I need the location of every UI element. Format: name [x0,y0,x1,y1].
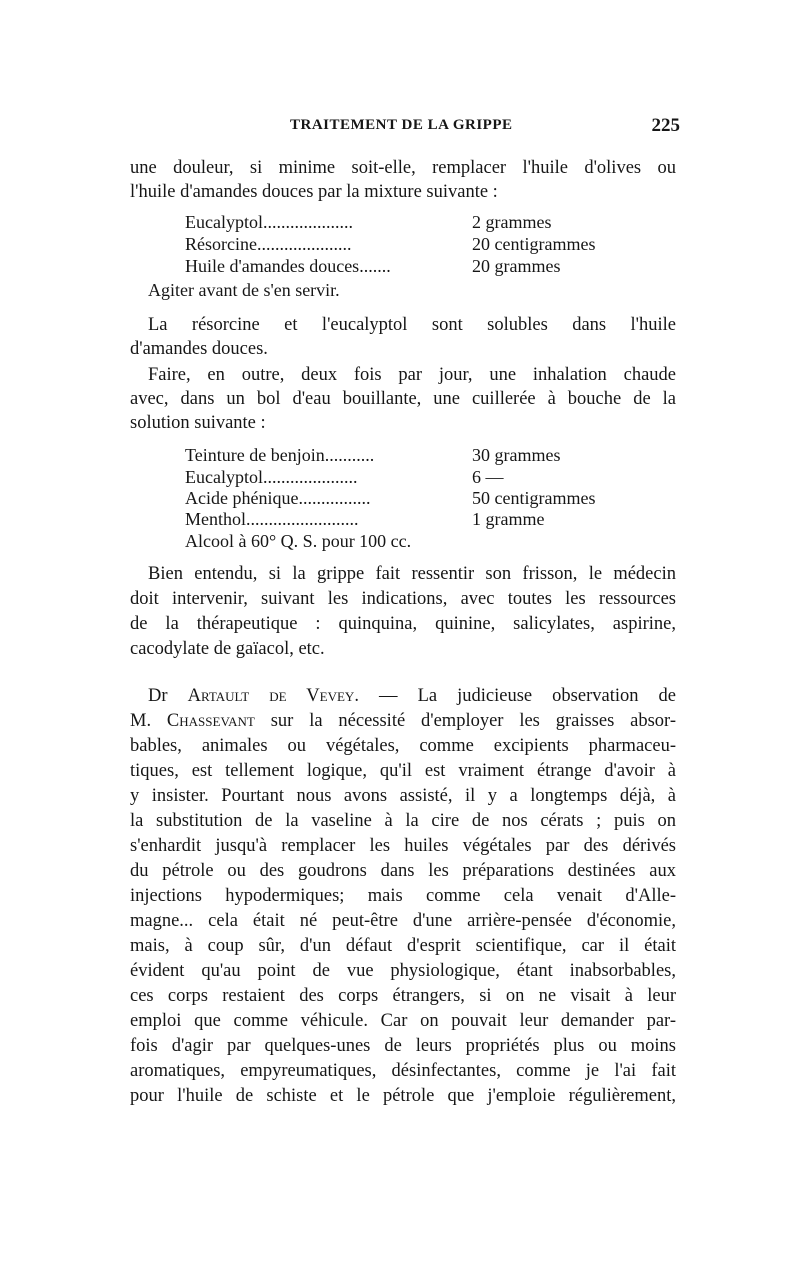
text-line: Faire, en outre, deux fois par jour, une inhalation chaude [148,365,676,385]
text-line: de la thérapeutique : quinquina, quinine, salicylates, aspirine, [130,614,676,634]
text-line: bables, animales ou végétales, comme excipients pharmaceu- [130,736,676,756]
formula-ingredient: Menthol......................... [185,509,359,529]
formula-note: Alcool à 60° Q. S. pour 100 cc. [185,531,412,551]
formula-ingredient: Acide phénique................ [185,488,371,508]
formula-amount: 20 centigrammes [472,234,596,254]
text-line: fois d'agir par quelques-unes de leurs propriétés plus ou moins [130,1036,676,1056]
formula-ingredient: Eucalyptol.................... [185,212,353,232]
text-line: l'huile d'amandes douces par la mixture suivante : [130,182,498,202]
text-line: pour l'huile de schiste et le pétrole que j'emploie régulièrement, [130,1086,676,1106]
formula-amount: 20 grammes [472,256,561,276]
author-name: Artault de Vevey. [187,686,359,706]
text-line: une douleur, si minime soit-elle, remplacer l'huile d'olives ou [130,158,676,178]
text-line: solution suivante : [130,413,266,433]
formula-ingredient: Eucalyptol..................... [185,467,358,487]
formula-ingredient: Teinture de benjoin........... [185,445,375,465]
page-number: 225 [651,115,680,136]
text-line [148,684,676,708]
text-line: mais, à coup sûr, d'un défaut d'esprit scientifique, car il était [130,936,676,956]
page-header [290,117,680,141]
text-line: injections hypodermiques; mais comme cela venait d'Alle- [130,886,676,906]
line-text: sur la nécessité d'employer les graisses absor- [270,711,676,731]
text-line: aromatiques, empyreumatiques, désinfectantes, comme je l'ai fait [130,1061,676,1081]
text-line: Bien entendu, si la grippe fait ressentir son frisson, le médecin [148,564,676,584]
text-line: magne... cela était né peut-être d'une arrière-pensée d'économie, [130,911,676,931]
text-line: y insister. Pourtant nous avons assisté, il y a longtemps déjà, à [130,786,676,806]
author-prefix: Dr [148,686,168,706]
text-line: ces corps restaient des corps étrangers, si on ne visait à leur [130,986,676,1006]
formula-amount: 6 — [472,467,504,487]
text-line: tiques, est tellement logique, qu'il est vraiment étrange d'avoir à [130,761,676,781]
formula-ingredient: Huile d'amandes douces....... [185,256,391,276]
formula-amount: 1 gramme [472,509,545,529]
text-line [130,709,676,733]
text-line: d'amandes douces. [130,339,268,359]
text-line: emploi que comme véhicule. Car on pouvait leur demander par- [130,1011,676,1031]
formula-amount: 2 grammes [472,212,552,232]
running-title: TRAITEMENT DE LA GRIPPE [290,117,513,133]
text-line: doit intervenir, suivant les indications, avec toutes les ressources [130,589,676,609]
text-line: avec, dans un bol d'eau bouillante, une cuillerée à bouche de la [130,389,676,409]
text-line: s'enhardit jusqu'à remplacer les huiles végétales par des dérivés [130,836,676,856]
formula-amount: 50 centigrammes [472,488,596,508]
text-line: du pétrole ou des goudrons dans les préparations destinées aux [130,861,676,881]
text-line: cacodylate de gaïacol, etc. [130,639,325,659]
text-line: La résorcine et l'eucalyptol sont solubles dans l'huile [148,315,676,335]
formula-note: Agiter avant de s'en servir. [148,280,340,300]
text-line: évident qu'au point de vue physiologique, étant inabsorbables, [130,961,676,981]
text-line: la substitution de la vaseline à la cire de nos cérats ; puis on [130,811,676,831]
formula-amount: 30 grammes [472,445,561,465]
person-name: M. Chassevant [130,711,255,731]
line-text: — La judicieuse observation de [379,686,677,706]
formula-ingredient: Résorcine..................... [185,234,352,254]
